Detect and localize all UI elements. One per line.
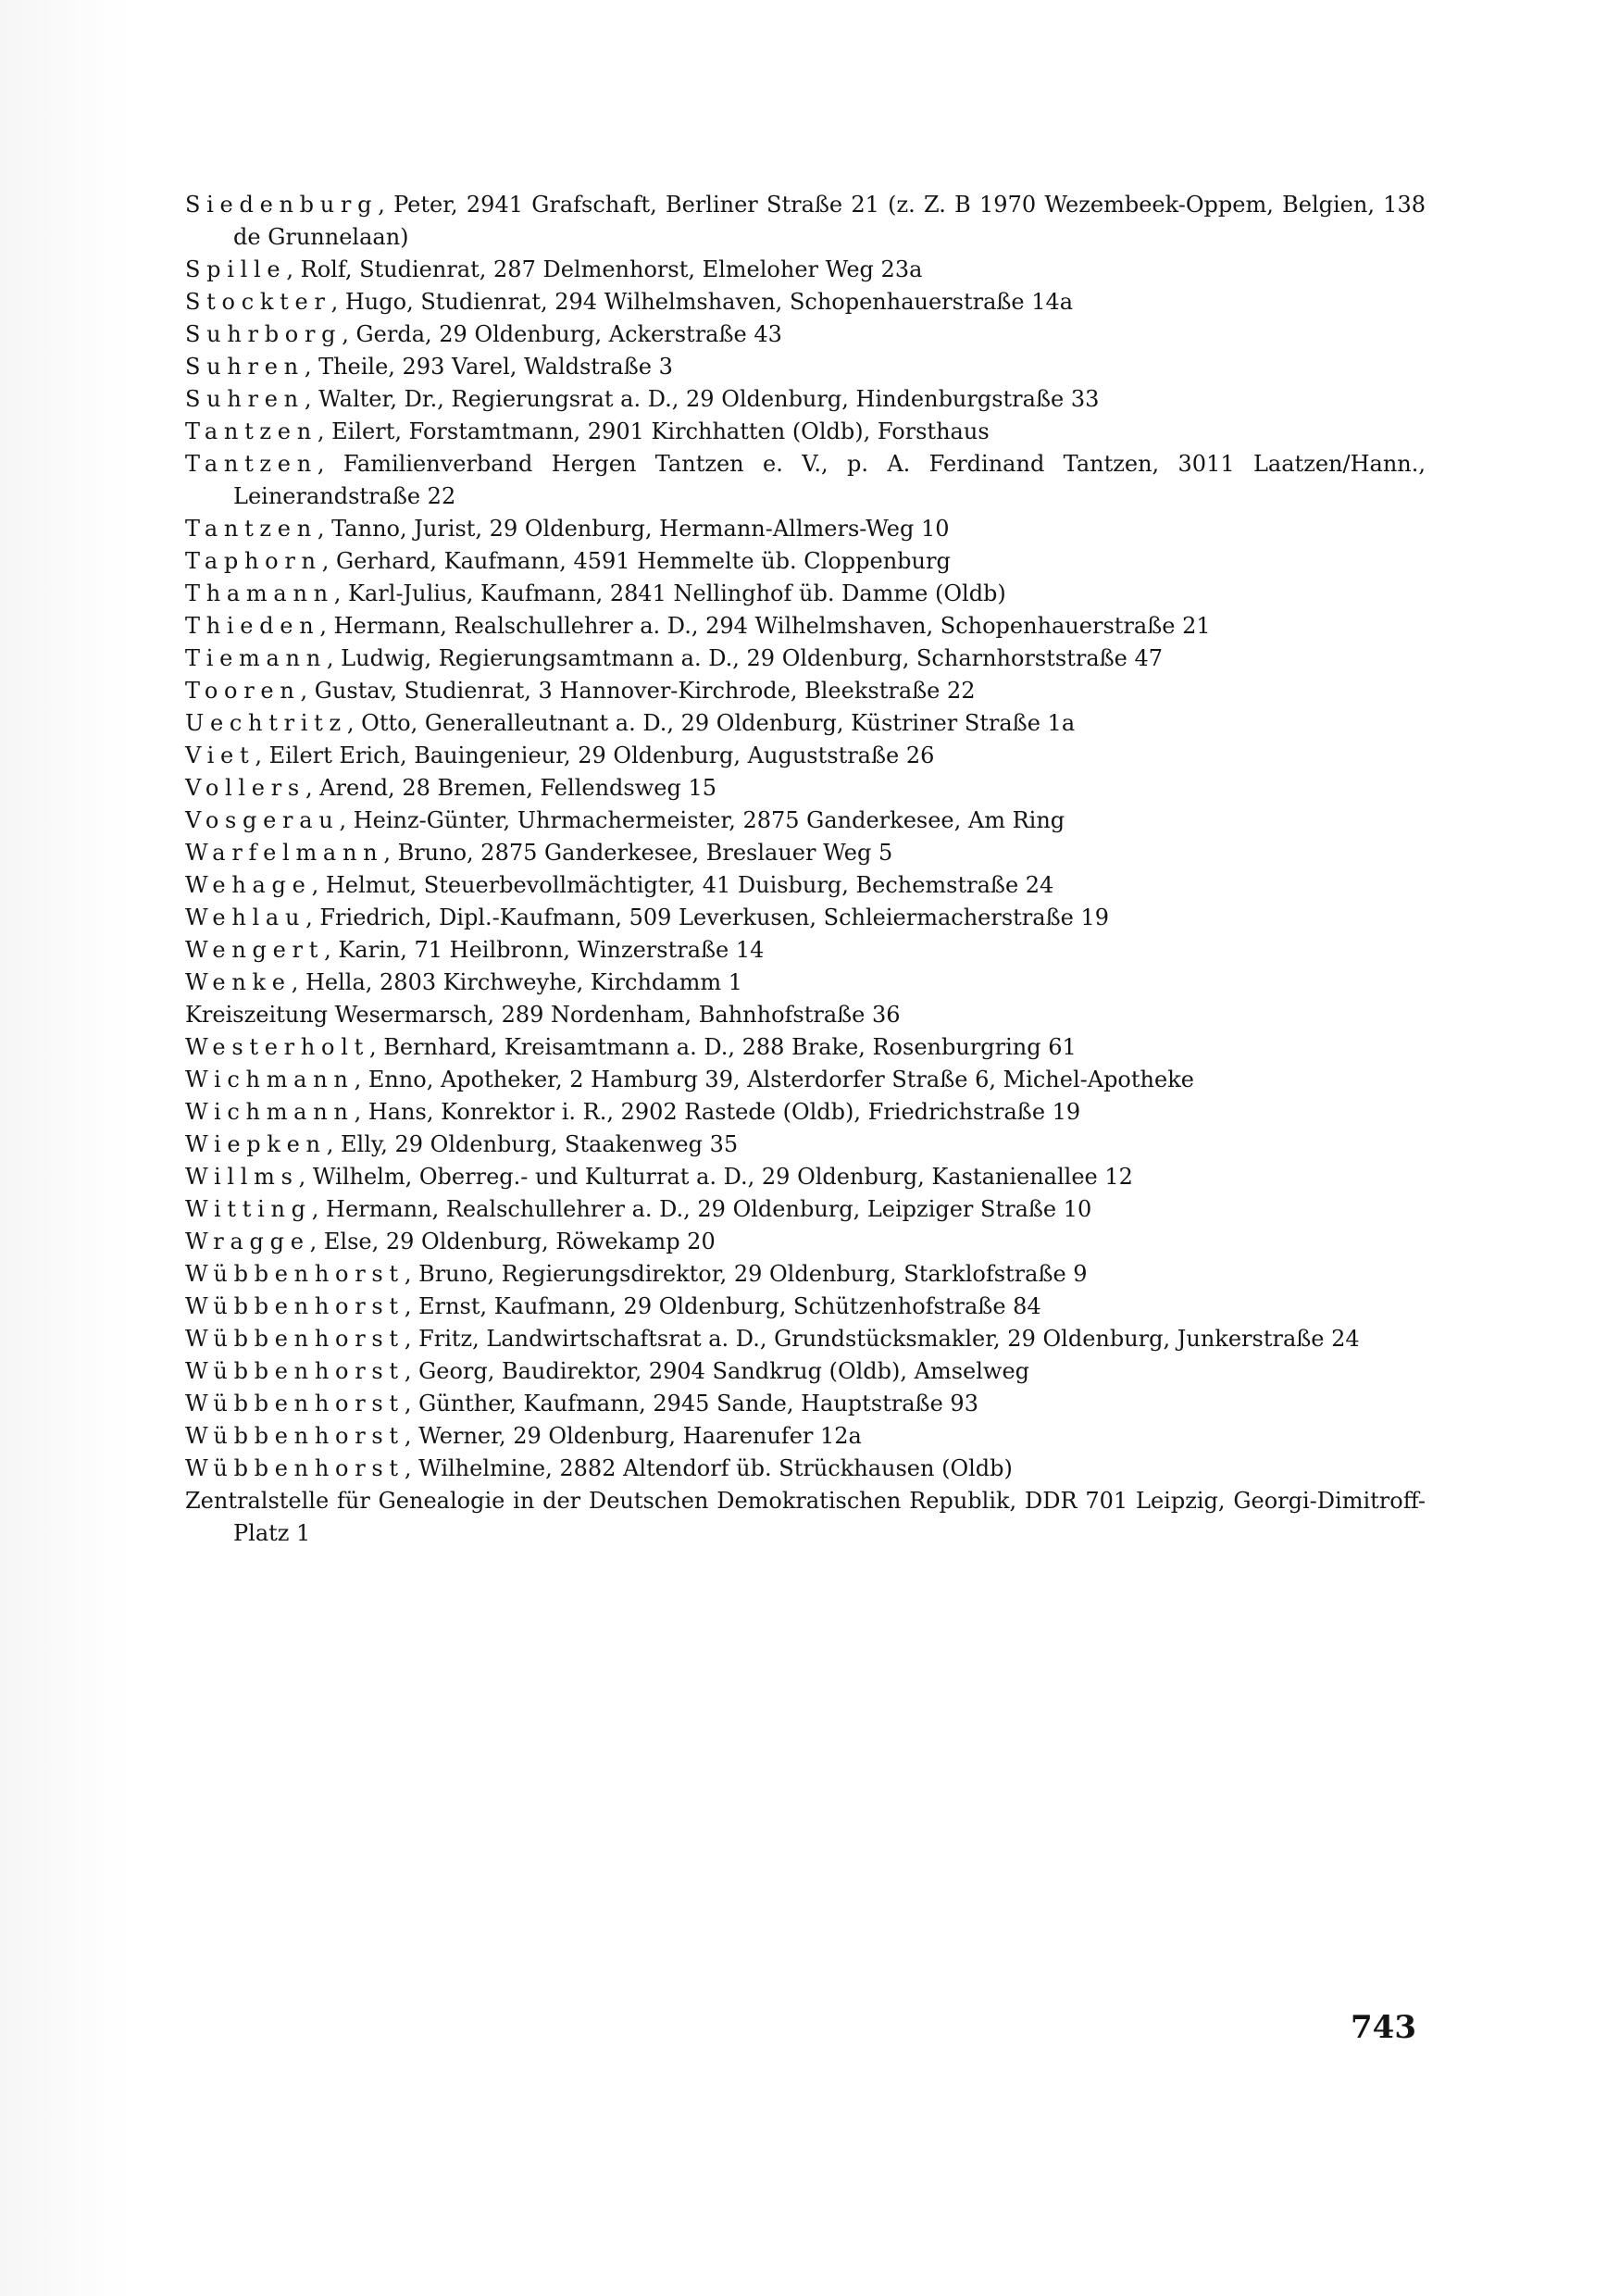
- list-item: [185, 740, 1426, 772]
- list-item: [185, 610, 1426, 643]
- list-item: [185, 1064, 1426, 1096]
- entry-surname: Siedenburg: [185, 192, 379, 218]
- entry-details: , Hermann, Realschullehrer a. D., 294 Wilhelmshaven, Schopenhauerstraße 21: [319, 613, 1211, 639]
- entry-surname: Uechtritz: [185, 710, 347, 736]
- list-item: [185, 189, 1426, 254]
- list-item: [185, 1226, 1426, 1258]
- entry-details: , Günther, Kaufmann, 2945 Sande, Hauptstraße 93: [404, 1391, 978, 1416]
- entry-details: , Wilhelmine, 2882 Altendorf üb. Strückhausen (Oldb): [404, 1455, 1013, 1481]
- list-item: [185, 545, 1426, 578]
- list-item: [185, 967, 1426, 999]
- entry-surname: Wübbenhorst: [185, 1358, 405, 1384]
- list-item: [185, 1420, 1426, 1453]
- entry-surname: Wehlau: [185, 905, 306, 930]
- entry-surname: Warfelmann: [185, 840, 384, 866]
- list-item: [185, 286, 1426, 318]
- entry-surname: Wübbenhorst: [185, 1293, 405, 1319]
- page-number: 743: [1351, 2009, 1416, 2046]
- list-item: [185, 772, 1426, 805]
- entry-surname: Tantzen: [185, 418, 318, 444]
- entry-details: Zentralstelle für Genealogie in der Deutschen Demokratischen Republik, DDR 701 Leipzig, Georgi-Dimitroff-Platz 1: [185, 1488, 1426, 1546]
- list-item: [185, 318, 1426, 351]
- list-item: [185, 675, 1426, 707]
- entry-surname: Suhrborg: [185, 321, 343, 347]
- entry-details: , Helmut, Steuerbevollmächtigter, 41 Duisburg, Bechemstraße 24: [311, 872, 1054, 898]
- entry-surname: Wübbenhorst: [185, 1423, 405, 1449]
- entry-details: , Eilert, Forstamtmann, 2901 Kirchhatten (Oldb), Forsthaus: [317, 418, 990, 444]
- list-item: [185, 1096, 1426, 1129]
- entry-details: , Walter, Dr., Regierungsrat a. D., 29 Oldenburg, Hindenburgstraße 33: [304, 386, 1100, 412]
- entry-surname: Wübbenhorst: [185, 1261, 405, 1287]
- list-item: [185, 1323, 1426, 1355]
- entry-details: , Bernhard, Kreisamtmann a. D., 288 Brake, Rosenburgring 61: [368, 1034, 1077, 1060]
- entry-details: , Gerda, 29 Oldenburg, Ackerstraße 43: [342, 321, 782, 347]
- entry-surname: Viet: [185, 742, 255, 768]
- entry-details: , Karin, 71 Heilbronn, Winzerstraße 14: [324, 937, 765, 963]
- entry-details: , Bruno, Regierungsdirektor, 29 Oldenburg, Starklofstraße 9: [404, 1261, 1088, 1287]
- entry-details: , Bruno, 2875 Ganderkesee, Breslauer Weg 5: [383, 840, 893, 866]
- list-item: [185, 1161, 1426, 1193]
- entry-details: Kreiszeitung Wesermarsch, 289 Nordenham, Bahnhofstraße 36: [185, 1002, 901, 1028]
- list-item: [185, 1031, 1426, 1064]
- list-item: [185, 578, 1426, 610]
- list-item: [185, 448, 1426, 513]
- entry-details: , Wilhelm, Oberreg.- und Kulturrat a. D., 29 Oldenburg, Kastanienallee 12: [298, 1164, 1133, 1190]
- list-item: [185, 383, 1426, 416]
- entry-surname: Witting: [185, 1196, 312, 1222]
- entry-surname: Wiepken: [185, 1131, 327, 1157]
- list-item: [185, 1193, 1426, 1226]
- entry-details: , Otto, Generalleutnant a. D., 29 Oldenburg, Küstriner Straße 1a: [346, 710, 1076, 736]
- entry-details: , Theile, 293 Varel, Waldstraße 3: [304, 354, 673, 380]
- list-item: [185, 1355, 1426, 1388]
- entry-surname: Thamann: [185, 580, 334, 606]
- entry-surname: Wragge: [185, 1229, 310, 1254]
- entry-details: , Else, 29 Oldenburg, Röwekamp 20: [309, 1229, 716, 1254]
- entry-details: , Ernst, Kaufmann, 29 Oldenburg, Schützenhofstraße 84: [404, 1293, 1041, 1319]
- entry-details: , Rolf, Studienrat, 287 Delmenhorst, Elmeloher Weg 23a: [286, 256, 923, 282]
- list-item: [185, 1291, 1426, 1323]
- entry-details: , Ludwig, Regierungsamtmann a. D., 29 Oldenburg, Scharnhorststraße 47: [326, 645, 1164, 671]
- member-address-list: [185, 189, 1426, 1550]
- entry-surname: Wehage: [185, 872, 312, 898]
- list-item: [185, 254, 1426, 286]
- list-item: [185, 1129, 1426, 1161]
- entry-details: , Eilert Erich, Bauingenieur, 29 Oldenburg, Auguststraße 26: [255, 742, 935, 768]
- entry-surname: Taphorn: [185, 548, 322, 574]
- entry-surname: Stockter: [185, 289, 331, 315]
- list-item: [185, 513, 1426, 545]
- entry-surname: Thieden: [185, 613, 320, 639]
- entry-surname: Suhren: [185, 354, 305, 380]
- entry-surname: Wübbenhorst: [185, 1326, 405, 1352]
- list-item: [185, 869, 1426, 902]
- entry-details: , Karl-Julius, Kaufmann, 2841 Nellinghof üb. Damme (Oldb): [333, 580, 1006, 606]
- entry-details: , Tanno, Jurist, 29 Oldenburg, Hermann-Allmers-Weg 10: [317, 516, 950, 542]
- list-item: [185, 643, 1426, 675]
- list-item: [185, 902, 1426, 934]
- entry-surname: Tooren: [185, 678, 301, 704]
- entry-details: , Hermann, Realschullehrer a. D., 29 Oldenburg, Leipziger Straße 10: [311, 1196, 1092, 1222]
- entry-surname: Tantzen: [185, 516, 318, 542]
- entry-details: , Gerhard, Kaufmann, 4591 Hemmelte üb. Cloppenburg: [321, 548, 951, 574]
- entry-surname: Spille: [185, 256, 287, 282]
- entry-details: , Elly, 29 Oldenburg, Staakenweg 35: [326, 1131, 739, 1157]
- list-item: [185, 1388, 1426, 1420]
- entry-surname: Wübbenhorst: [185, 1455, 405, 1481]
- entry-surname: Vollers: [185, 775, 305, 801]
- list-item: [185, 416, 1426, 448]
- entry-details: , Hans, Konrektor i. R., 2902 Rastede (Oldb), Friedrichstraße 19: [354, 1099, 1081, 1125]
- list-item: [185, 999, 1426, 1031]
- entry-details: , Georg, Baudirektor, 2904 Sandkrug (Oldb), Amselweg: [404, 1358, 1030, 1384]
- list-item: [185, 1485, 1426, 1550]
- entry-details: , Hella, 2803 Kirchweyhe, Kirchdamm 1: [291, 969, 742, 995]
- entry-surname: Suhren: [185, 386, 305, 412]
- list-item: [185, 1258, 1426, 1291]
- entry-surname: Tiemann: [185, 645, 327, 671]
- list-item: [185, 837, 1426, 869]
- entry-surname: Wenke: [185, 969, 292, 995]
- entry-surname: Willms: [185, 1164, 299, 1190]
- list-item: [185, 707, 1426, 740]
- list-item: [185, 1453, 1426, 1485]
- entry-surname: Wichmann: [185, 1067, 355, 1092]
- list-item: [185, 805, 1426, 837]
- scan-edge-shading: [0, 0, 130, 2296]
- entry-surname: Wübbenhorst: [185, 1391, 405, 1416]
- entry-surname: Tantzen: [185, 451, 318, 477]
- entry-surname: Wichmann: [185, 1099, 355, 1125]
- entry-details: , Peter, 2941 Grafschaft, Berliner Straße 21 (z. Z. B 1970 Wezembeek-Oppem, Belgien, 138 de Grunnelaan): [233, 192, 1426, 250]
- entry-details: , Heinz-Günter, Uhrmachermeister, 2875 Ganderkesee, Am Ring: [339, 807, 1065, 833]
- list-item: [185, 351, 1426, 383]
- entry-details: , Enno, Apotheker, 2 Hamburg 39, Alsterdorfer Straße 6, Michel-Apotheke: [354, 1067, 1194, 1092]
- entry-surname: Westerholt: [185, 1034, 369, 1060]
- entry-details: , Arend, 28 Bremen, Fellendsweg 15: [305, 775, 716, 801]
- entry-details: , Gustav, Studienrat, 3 Hannover-Kirchrode, Bleekstraße 22: [300, 678, 976, 704]
- entry-surname: Vosgerau: [185, 807, 340, 833]
- entry-details: , Friedrich, Dipl.-Kaufmann, 509 Leverkusen, Schleiermacherstraße 19: [305, 905, 1109, 930]
- entry-details: , Fritz, Landwirtschaftsrat a. D., Grundstücksmakler, 29 Oldenburg, Junkerstraße 24: [404, 1326, 1360, 1352]
- entry-details: , Familienverband Hergen Tantzen e. V., p. A. Ferdinand Tantzen, 3011 Laatzen/Hann., Leinerandstraße 22: [233, 451, 1426, 509]
- list-item: [185, 934, 1426, 967]
- entry-details: , Hugo, Studienrat, 294 Wilhelmshaven, Schopenhauerstraße 14a: [330, 289, 1074, 315]
- entry-surname: Wengert: [185, 937, 325, 963]
- entry-details: , Werner, 29 Oldenburg, Haarenufer 12a: [404, 1423, 862, 1449]
